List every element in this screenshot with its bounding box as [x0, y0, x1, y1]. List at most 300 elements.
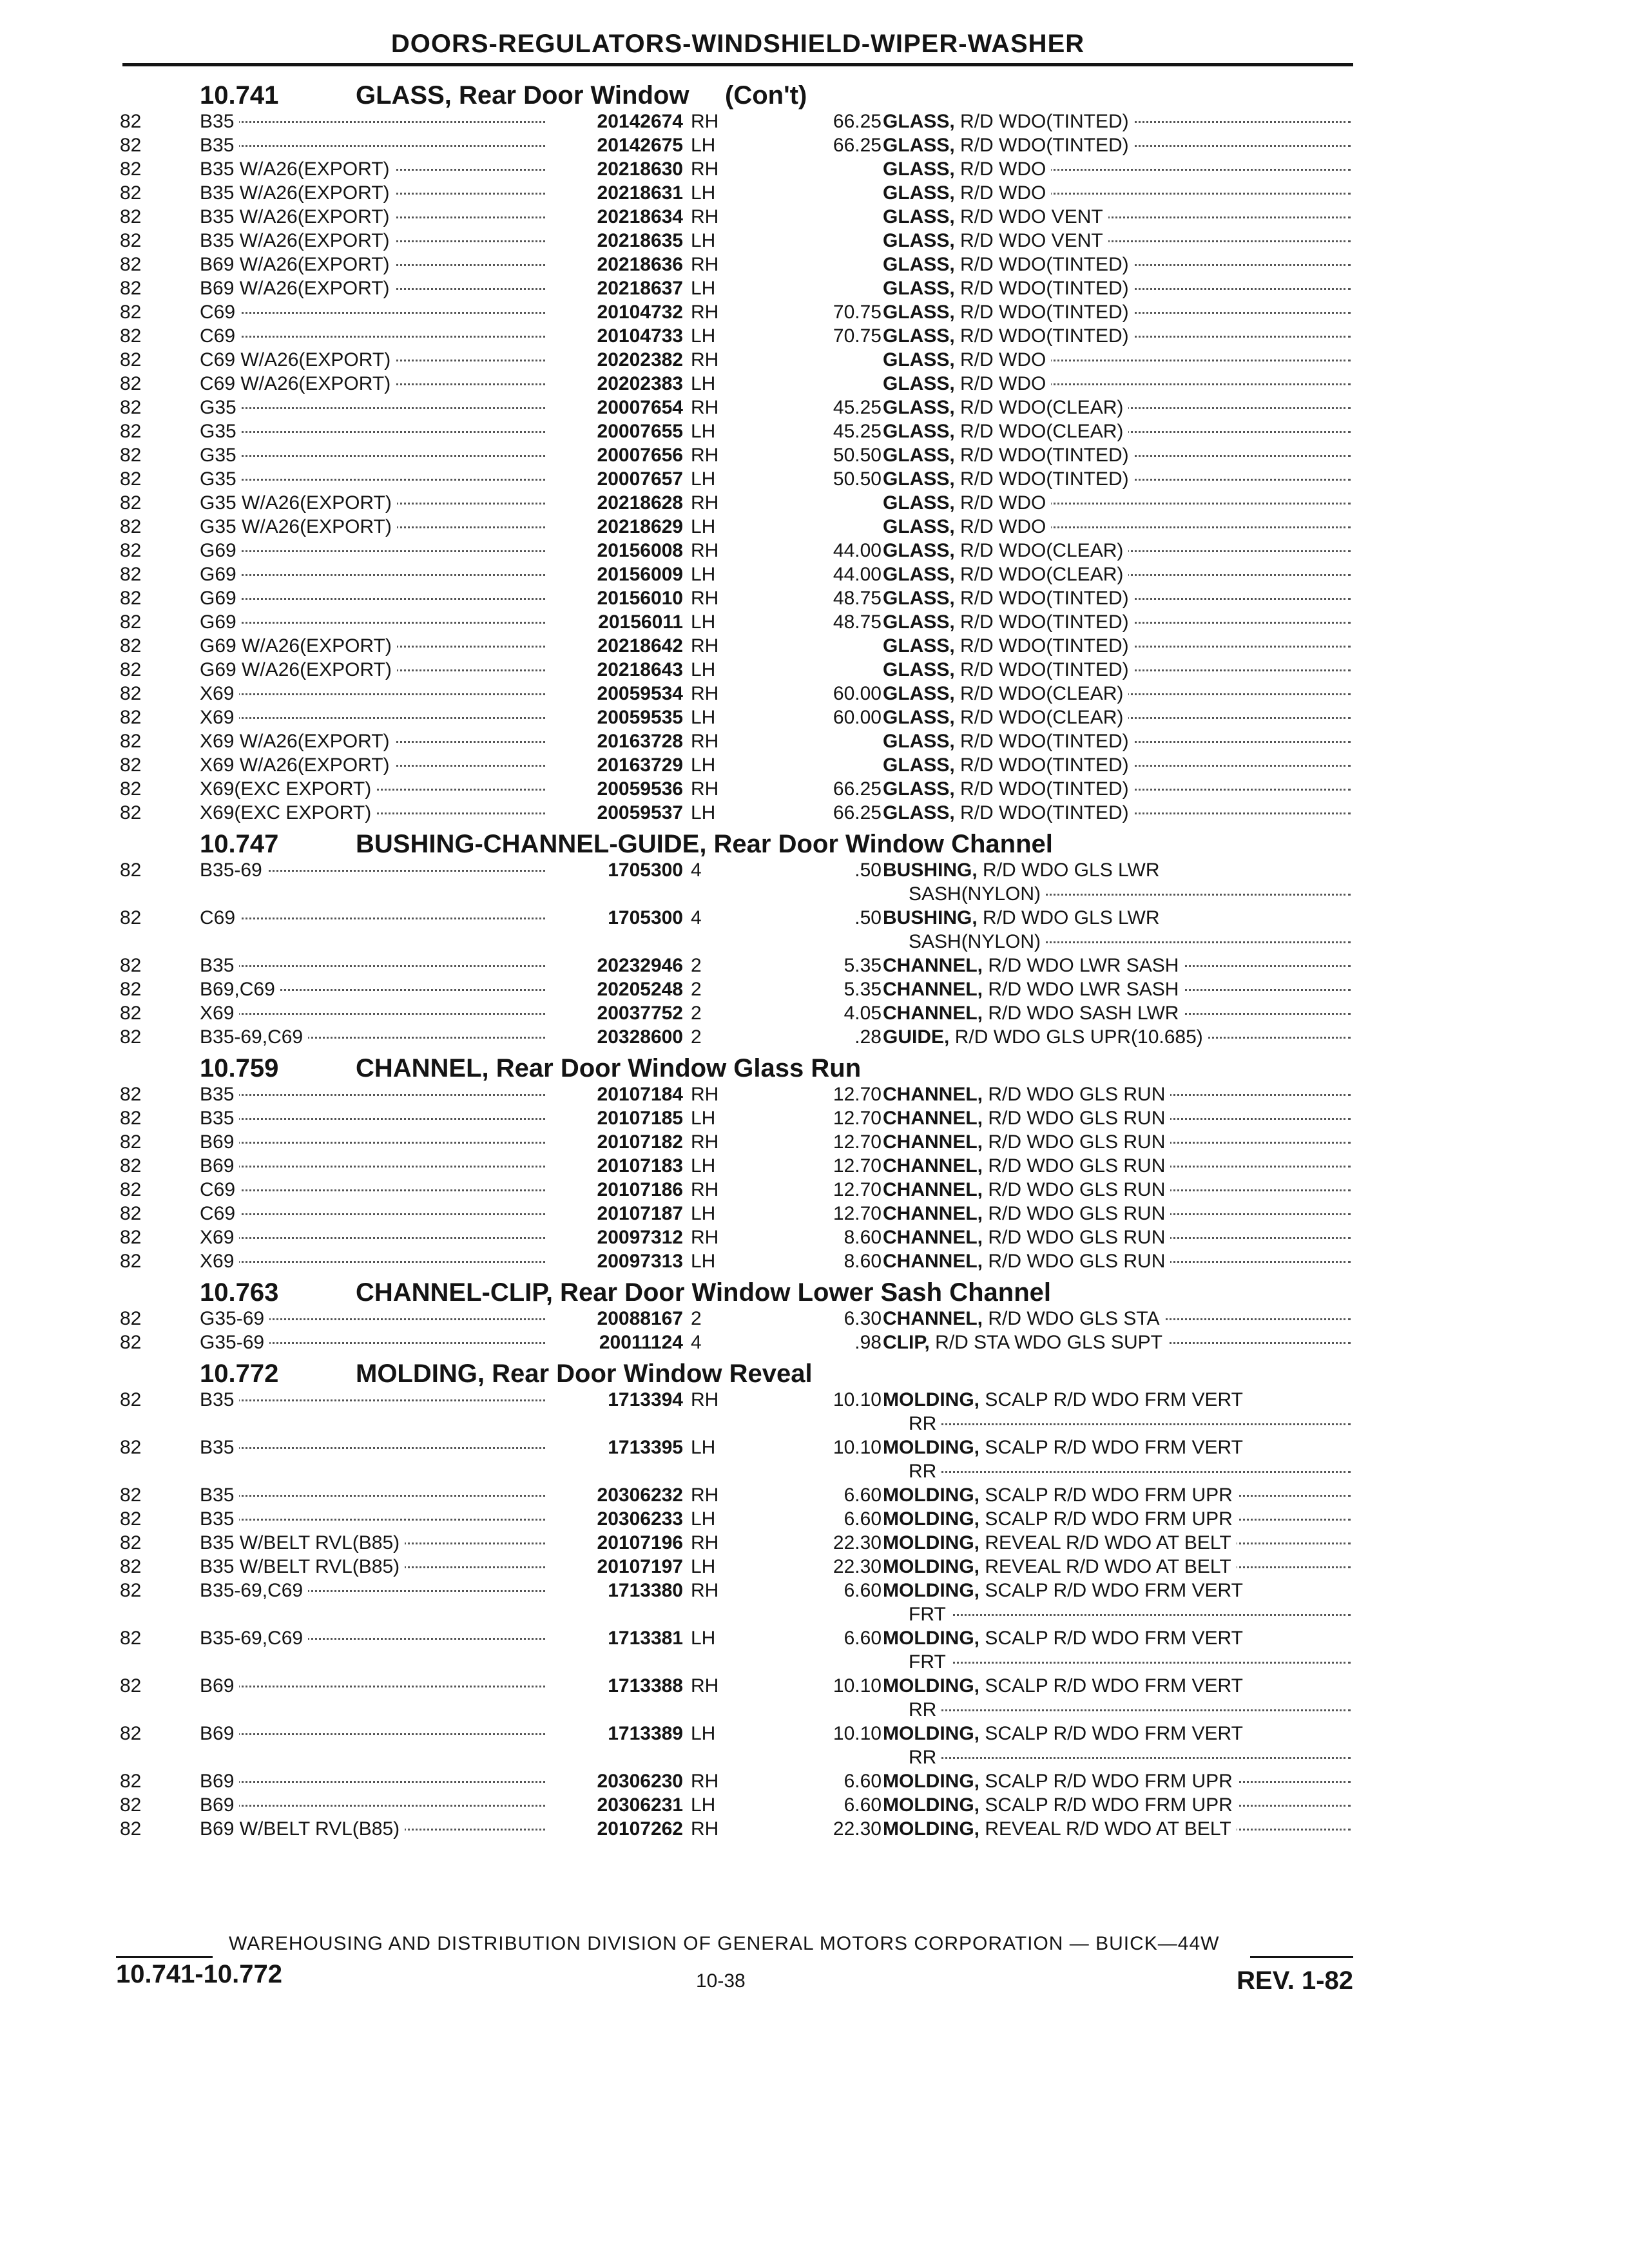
spacer — [955, 159, 960, 180]
description-detail: SCALP R/D WDO FRM VERT — [985, 1723, 1243, 1744]
model-text: B35 — [200, 955, 239, 976]
description-noun: CHANNEL, — [883, 1227, 983, 1248]
section-header — [120, 1274, 1353, 1308]
part-row — [120, 1508, 1353, 1532]
spacer — [949, 1026, 954, 1048]
leader-dots — [883, 1662, 1351, 1664]
description-text — [883, 445, 1134, 466]
part-row — [120, 206, 1353, 230]
price-cell: 12.70 — [833, 1108, 882, 1129]
description-noun: MOLDING, — [883, 1508, 979, 1530]
model-text: G35 — [200, 468, 242, 490]
description-noun: MOLDING, — [883, 1389, 979, 1410]
year-cell: 82 — [120, 979, 142, 1000]
qty-cell: LH — [691, 564, 716, 585]
year-cell: 82 — [120, 278, 142, 299]
description-cell — [883, 1251, 1351, 1273]
description-text — [883, 516, 1051, 537]
price-cell: 12.70 — [833, 1155, 882, 1177]
year-cell: 82 — [120, 1508, 142, 1530]
description-noun: GLASS, — [883, 778, 955, 800]
description-text — [883, 1723, 1248, 1744]
description-noun: GLASS, — [883, 445, 955, 466]
part-number: 20328600 — [545, 1026, 683, 1048]
year-cell: 82 — [120, 1251, 142, 1272]
description-detail: R/D WDO GLS LWR — [983, 907, 1160, 928]
part-number: 1705300 — [545, 860, 683, 881]
description-detail: R/D WDO GLS RUN — [988, 1131, 1166, 1153]
description-cell — [883, 1818, 1351, 1840]
description-text — [883, 802, 1134, 823]
footer-rule-left — [116, 1956, 213, 1958]
year-cell: 82 — [120, 302, 142, 323]
description-detail: R/D WDO — [960, 349, 1046, 370]
part-number: 20156008 — [545, 540, 683, 562]
part-row — [120, 588, 1353, 611]
description-continued — [883, 883, 1351, 905]
part-number: 1713395 — [545, 1437, 683, 1459]
description-detail: R/D WDO(TINTED) — [960, 635, 1129, 657]
description-detail: R/D WDO GLS RUN — [988, 1179, 1166, 1200]
qty-cell: LH — [691, 468, 716, 490]
description-noun: GLASS, — [883, 135, 955, 156]
section-continued: (Con't) — [725, 81, 807, 110]
description-noun: CHANNEL, — [883, 1179, 983, 1200]
qty-cell: LH — [691, 1437, 716, 1458]
part-row — [120, 659, 1353, 683]
section-title-line — [356, 1278, 1051, 1307]
qty-cell: LH — [691, 754, 716, 776]
part-row — [120, 445, 1353, 468]
part-row — [120, 1771, 1353, 1794]
part-row — [120, 135, 1353, 159]
qty-cell: LH — [691, 659, 716, 680]
part-number: 1713380 — [545, 1580, 683, 1602]
part-number: 1713394 — [545, 1389, 683, 1411]
part-row — [120, 182, 1353, 206]
description-text — [883, 302, 1134, 323]
spacer — [955, 540, 960, 561]
description-noun: CHANNEL, — [883, 1155, 983, 1177]
year-cell: 82 — [120, 1794, 142, 1816]
description-text — [883, 659, 1134, 680]
year-cell: 82 — [120, 516, 142, 537]
description-detail: R/D WDO(CLEAR) — [960, 707, 1124, 728]
description-detail: R/D WDO(TINTED) — [960, 731, 1129, 752]
model-text: G35-69 — [200, 1308, 269, 1329]
model-text: X69 W/A26(EXPORT) — [200, 731, 395, 752]
description-noun: GLASS, — [883, 111, 955, 132]
spacer — [955, 492, 960, 514]
spacer — [955, 468, 960, 490]
qty-cell: RH — [691, 1771, 719, 1792]
part-number: 20163728 — [545, 731, 683, 753]
price-cell: 44.00 — [833, 564, 882, 585]
description-cell — [883, 230, 1351, 252]
spacer — [955, 564, 960, 585]
year-cell: 82 — [120, 731, 142, 752]
description-text — [883, 1155, 1170, 1177]
price-cell: 45.25 — [833, 397, 882, 418]
description-noun: GLASS, — [883, 230, 955, 251]
description-text — [883, 1003, 1184, 1024]
part-row — [120, 373, 1353, 397]
part-row — [120, 564, 1353, 588]
part-number: 20202382 — [545, 349, 683, 371]
description-text — [883, 492, 1051, 514]
qty-cell: RH — [691, 206, 719, 227]
description-cell — [883, 1003, 1351, 1024]
qty-cell: LH — [691, 182, 716, 204]
price-cell: 70.75 — [833, 325, 882, 347]
price-cell: 66.25 — [833, 778, 882, 800]
year-cell: 82 — [120, 373, 142, 394]
qty-cell: RH — [691, 588, 719, 609]
price-cell: 66.25 — [833, 802, 882, 823]
qty-cell: RH — [691, 492, 719, 514]
leader-dots — [883, 1471, 1351, 1473]
description-text — [883, 1389, 1248, 1410]
model-text: B35 W/BELT RVL(B85) — [200, 1556, 405, 1577]
part-number: 20059536 — [545, 778, 683, 800]
description-continued-text: SASH(NYLON) — [883, 931, 1046, 952]
part-number: 20142674 — [545, 111, 683, 133]
description-noun: GLASS, — [883, 206, 955, 227]
year-cell: 82 — [120, 564, 142, 585]
part-row — [120, 159, 1353, 182]
description-cell — [883, 1108, 1351, 1129]
description-continued — [883, 1604, 1351, 1626]
model-text: B69 W/BELT RVL(B85) — [200, 1818, 405, 1840]
description-continued-text: RR — [883, 1413, 941, 1434]
description-noun: GLASS, — [883, 302, 955, 323]
description-text — [883, 778, 1134, 800]
description-noun: CHANNEL, — [883, 979, 983, 1000]
price-cell: 12.70 — [833, 1179, 882, 1200]
description-continued-text: FRT — [883, 1604, 951, 1625]
description-detail: R/D WDO(CLEAR) — [960, 421, 1124, 442]
part-row — [120, 254, 1353, 278]
description-text — [883, 1532, 1237, 1553]
year-cell: 82 — [120, 754, 142, 776]
year-cell: 82 — [120, 1723, 142, 1744]
description-noun: GLASS, — [883, 707, 955, 728]
qty-cell: RH — [691, 1131, 719, 1153]
description-detail: R/D WDO(TINTED) — [960, 111, 1129, 132]
description-cell — [883, 445, 1351, 466]
section-header — [120, 1050, 1353, 1084]
qty-cell: RH — [691, 159, 719, 180]
description-noun: MOLDING, — [883, 1437, 979, 1458]
description-text — [883, 1818, 1237, 1840]
description-cell — [883, 373, 1351, 395]
description-detail: SCALP R/D WDO FRM VERT — [985, 1675, 1243, 1696]
description-detail: R/D WDO(CLEAR) — [960, 540, 1124, 561]
section-number: 10.741 — [200, 81, 279, 110]
qty-cell: LH — [691, 230, 716, 251]
description-text — [883, 1332, 1168, 1353]
qty-cell: RH — [691, 1389, 719, 1410]
year-cell: 82 — [120, 1332, 142, 1353]
spacer — [955, 516, 960, 537]
model-text: B69,C69 — [200, 979, 280, 1000]
description-noun: MOLDING, — [883, 1628, 979, 1649]
model-text: B35 — [200, 111, 239, 132]
model-text: B35 — [200, 1389, 239, 1410]
model-text: G69 W/A26(EXPORT) — [200, 635, 397, 657]
description-cell — [883, 349, 1351, 371]
qty-cell: RH — [691, 731, 719, 752]
part-number: 20107186 — [545, 1179, 683, 1201]
part-row — [120, 397, 1353, 421]
description-detail: R/D WDO(CLEAR) — [960, 397, 1124, 418]
description-noun: CHANNEL, — [883, 1108, 983, 1129]
model-text: B35 W/A26(EXPORT) — [200, 182, 395, 204]
description-detail: R/D WDO — [960, 159, 1046, 180]
description-detail: R/D WDO GLS RUN — [988, 1108, 1166, 1129]
year-cell: 82 — [120, 659, 142, 680]
part-number: 20218628 — [545, 492, 683, 514]
description-text — [883, 1108, 1170, 1129]
year-cell: 82 — [120, 1084, 142, 1105]
part-number: 20107197 — [545, 1556, 683, 1578]
price-cell: 44.00 — [833, 540, 882, 561]
qty-cell: 4 — [691, 860, 702, 881]
description-text — [883, 588, 1134, 609]
section-title: BUSHING-CHANNEL-GUIDE, Rear Door Window Channel — [356, 830, 1053, 858]
part-row — [120, 731, 1353, 754]
part-number: 20104732 — [545, 302, 683, 323]
description-text — [883, 349, 1051, 370]
part-row — [120, 907, 1353, 955]
part-row — [120, 302, 1353, 325]
description-text — [883, 206, 1108, 227]
description-cell — [883, 182, 1351, 204]
part-row — [120, 802, 1353, 826]
model-text: C69 — [200, 1179, 240, 1200]
description-detail: R/D WDO(TINTED) — [960, 135, 1129, 156]
part-row — [120, 979, 1353, 1003]
part-row — [120, 1628, 1353, 1675]
model-text: X69 — [200, 707, 239, 728]
description-noun: GLASS, — [883, 349, 955, 370]
model-text: B35-69,C69 — [200, 1580, 308, 1601]
spacer — [955, 802, 960, 823]
spacer — [955, 731, 960, 752]
part-row — [120, 635, 1353, 659]
description-text — [883, 325, 1134, 347]
description-detail: R/D WDO LWR SASH — [988, 955, 1179, 976]
part-number: 20037752 — [545, 1003, 683, 1024]
description-detail: R/D WDO(TINTED) — [960, 754, 1129, 776]
page-header — [122, 27, 1353, 66]
section-title: CHANNEL, Rear Door Window Glass Run — [356, 1054, 862, 1082]
description-cell — [883, 468, 1351, 490]
description-cell — [883, 1437, 1351, 1459]
section-title-line — [356, 830, 1053, 859]
leader-dots — [883, 1709, 1351, 1711]
qty-cell: 2 — [691, 1308, 702, 1329]
part-number: 1705300 — [545, 907, 683, 929]
part-row — [120, 1251, 1353, 1274]
part-row — [120, 955, 1353, 979]
part-row — [120, 778, 1353, 802]
part-row — [120, 1332, 1353, 1356]
part-number: 20218636 — [545, 254, 683, 276]
description-cell — [883, 955, 1351, 977]
description-detail: R/D WDO SASH LWR — [988, 1003, 1179, 1024]
price-cell: .50 — [854, 907, 882, 928]
description-cell — [883, 278, 1351, 300]
part-row — [120, 492, 1353, 516]
description-cell — [883, 860, 1351, 881]
part-row — [120, 1818, 1353, 1842]
model-text: X69 — [200, 1003, 239, 1024]
description-cell — [883, 635, 1351, 657]
part-row — [120, 1026, 1353, 1050]
description-detail: R/D WDO VENT — [960, 230, 1103, 251]
qty-cell: LH — [691, 707, 716, 728]
description-text — [883, 111, 1134, 132]
description-detail: R/D STA WDO GLS SUPT — [935, 1332, 1162, 1353]
spacer — [955, 373, 960, 394]
price-cell: .98 — [854, 1332, 882, 1353]
description-noun: CHANNEL, — [883, 1003, 983, 1024]
description-cell — [883, 302, 1351, 323]
price-cell: 6.60 — [843, 1794, 882, 1816]
price-cell: 6.60 — [843, 1485, 882, 1506]
description-detail: R/D WDO GLS RUN — [988, 1227, 1166, 1248]
year-cell: 82 — [120, 1532, 142, 1553]
part-row — [120, 278, 1353, 302]
part-row — [120, 1227, 1353, 1251]
part-number: 20097313 — [545, 1251, 683, 1273]
part-number: 20107182 — [545, 1131, 683, 1153]
description-cell — [883, 1723, 1351, 1745]
qty-cell: RH — [691, 683, 719, 704]
spacer — [955, 635, 960, 657]
footer-page-number: 10-38 — [696, 1970, 746, 1992]
qty-cell: RH — [691, 1675, 719, 1696]
description-cell — [883, 564, 1351, 586]
description-noun: MOLDING, — [883, 1556, 979, 1577]
section-number: 10.747 — [200, 830, 279, 858]
description-cell — [883, 754, 1351, 776]
description-cell — [883, 135, 1351, 157]
year-cell: 82 — [120, 1818, 142, 1840]
spacer — [978, 860, 983, 881]
description-text — [883, 564, 1128, 585]
description-detail: R/D WDO LWR SASH — [988, 979, 1179, 1000]
spacer — [955, 659, 960, 680]
part-number: 20205248 — [545, 979, 683, 1001]
year-cell: 82 — [120, 182, 142, 204]
description-text — [883, 1131, 1170, 1153]
model-text: C69 — [200, 302, 240, 323]
description-noun: MOLDING, — [883, 1532, 979, 1553]
section-number: 10.772 — [200, 1360, 279, 1388]
part-row — [120, 1108, 1353, 1131]
model-text: X69(EXC EXPORT) — [200, 802, 376, 823]
year-cell: 82 — [120, 1155, 142, 1177]
part-number: 20007656 — [545, 445, 683, 466]
qty-cell: LH — [691, 1723, 716, 1744]
model-text: G35 — [200, 445, 242, 466]
price-cell: 6.60 — [843, 1771, 882, 1792]
year-cell: 82 — [120, 135, 142, 156]
footer-revision: REV. 1-82 — [1237, 1966, 1353, 1995]
part-number: 20104733 — [545, 325, 683, 347]
qty-cell: LH — [691, 421, 716, 442]
description-cell — [883, 492, 1351, 514]
qty-cell: RH — [691, 445, 719, 466]
year-cell: 82 — [120, 421, 142, 442]
description-noun: BUSHING, — [883, 907, 978, 928]
model-text: B69 W/A26(EXPORT) — [200, 278, 395, 299]
description-noun: MOLDING, — [883, 1485, 979, 1506]
part-row — [120, 1155, 1353, 1179]
price-cell: 22.30 — [833, 1532, 882, 1553]
part-row — [120, 349, 1353, 373]
part-row — [120, 1675, 1353, 1723]
description-text — [883, 421, 1128, 442]
part-number: 20007655 — [545, 421, 683, 443]
description-cell — [883, 907, 1351, 929]
model-text: B35 — [200, 1108, 239, 1129]
model-text: B69 — [200, 1155, 239, 1177]
spacer — [955, 588, 960, 609]
part-row — [120, 1003, 1353, 1026]
description-text — [883, 1508, 1238, 1530]
page-title: DOORS-REGULATORS-WINDSHIELD-WIPER-WASHER — [390, 30, 1085, 58]
year-cell: 82 — [120, 540, 142, 561]
part-number: 20218635 — [545, 230, 683, 252]
description-noun: GLASS, — [883, 516, 955, 537]
year-cell: 82 — [120, 1437, 142, 1458]
model-text: B69 — [200, 1675, 239, 1696]
section-header — [120, 1356, 1353, 1389]
qty-cell: RH — [691, 1580, 719, 1601]
description-text — [883, 1675, 1248, 1696]
description-detail: R/D WDO(TINTED) — [960, 611, 1129, 633]
part-row — [120, 1179, 1353, 1203]
description-detail: R/D WDO(TINTED) — [960, 778, 1129, 800]
footer-division: WAREHOUSING AND DISTRIBUTION DIVISION OF GENERAL MOTORS CORPORATION — BUICK—44W — [229, 1933, 1220, 1954]
description-text — [883, 683, 1128, 704]
description-text — [883, 1227, 1170, 1248]
description-text — [883, 1437, 1248, 1458]
qty-cell: RH — [691, 397, 719, 418]
model-text: B35-69,C69 — [200, 1026, 308, 1048]
spacer — [955, 135, 960, 156]
description-text — [883, 1308, 1164, 1329]
qty-cell: LH — [691, 1108, 716, 1129]
part-number: 20059537 — [545, 802, 683, 824]
description-noun: CHANNEL, — [883, 1203, 983, 1224]
model-text: B35 W/A26(EXPORT) — [200, 206, 395, 227]
year-cell: 82 — [120, 683, 142, 704]
description-detail: R/D WDO(TINTED) — [960, 588, 1129, 609]
part-row — [120, 860, 1353, 907]
qty-cell: LH — [691, 1203, 716, 1224]
part-number: 20306233 — [545, 1508, 683, 1530]
model-text: B35-69,C69 — [200, 1628, 308, 1649]
description-detail: REVEAL R/D WDO AT BELT — [985, 1556, 1231, 1577]
description-detail: R/D WDO — [960, 182, 1046, 204]
year-cell: 82 — [120, 111, 142, 132]
year-cell: 82 — [120, 1485, 142, 1506]
part-row — [120, 421, 1353, 445]
